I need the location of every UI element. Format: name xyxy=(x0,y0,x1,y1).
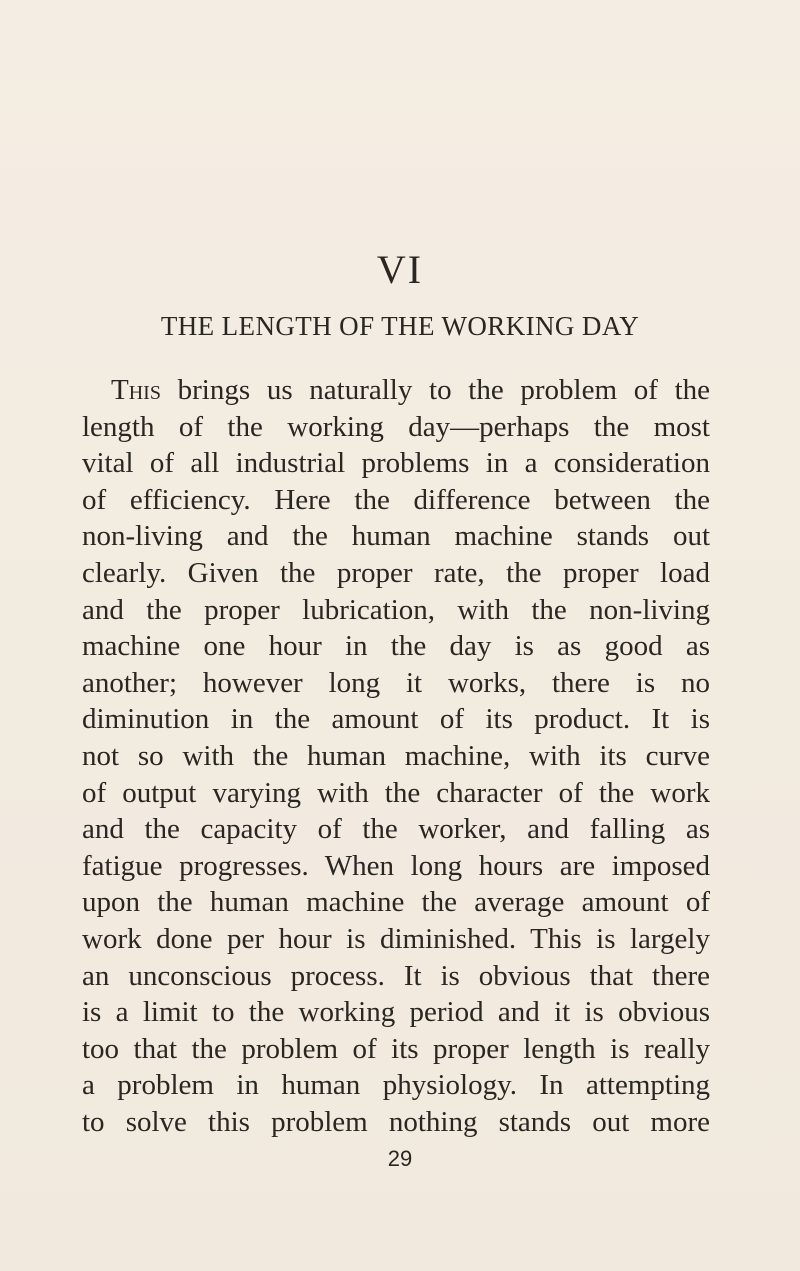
text-line-16: work done per hour is diminished. This is largely xyxy=(82,922,710,955)
text-line-12: of output varying with the character of the work xyxy=(82,776,710,809)
text-line-18: is a limit to the working period and it is obvious xyxy=(82,996,710,1029)
text-line-20: a problem in human physiology. In attempting xyxy=(82,1069,710,1102)
text-line-21: to solve this problem nothing stands out more xyxy=(82,1105,710,1138)
text-line-15: upon the human machine the average amount of xyxy=(82,886,710,919)
text-line-8: machine one hour in the day is as good as xyxy=(82,630,710,663)
text-line-17: an unconscious process. It is obvious that there xyxy=(82,959,710,992)
text-line-9: another; however long it works, there is no xyxy=(82,666,710,699)
text-line-4: of efficiency. Here the difference between the xyxy=(82,483,710,516)
text-line-11: not so with the human machine, with its curve xyxy=(82,739,710,772)
body-paragraph xyxy=(82,372,710,1140)
text-line-14: fatigue progresses. When long hours are imposed xyxy=(82,849,710,882)
first-line-text: brings us naturally to the problem of the xyxy=(160,374,710,406)
text-line-6: clearly. Given the proper rate, the proper load xyxy=(82,556,710,589)
opening-word: This xyxy=(111,374,161,406)
text-line-5: non-living and the human machine stands out xyxy=(82,520,710,553)
chapter-number: VI xyxy=(376,247,424,292)
page-number: 29 xyxy=(387,1146,413,1171)
text-line-2: length of the working day—perhaps the most xyxy=(82,410,710,443)
text-line-10: diminution in the amount of its product. It is xyxy=(82,703,710,736)
chapter-title: THE LENGTH OF THE WORKING DAY xyxy=(160,311,640,341)
text-line-19: too that the problem of its proper length is really xyxy=(82,1032,710,1065)
text-line-1 xyxy=(82,372,710,409)
text-line-7: and the proper lubrication, with the non-living xyxy=(82,593,710,626)
text-line-3: vital of all industrial problems in a consideration xyxy=(82,447,710,480)
text-line-13: and the capacity of the worker, and falling as xyxy=(82,813,710,846)
